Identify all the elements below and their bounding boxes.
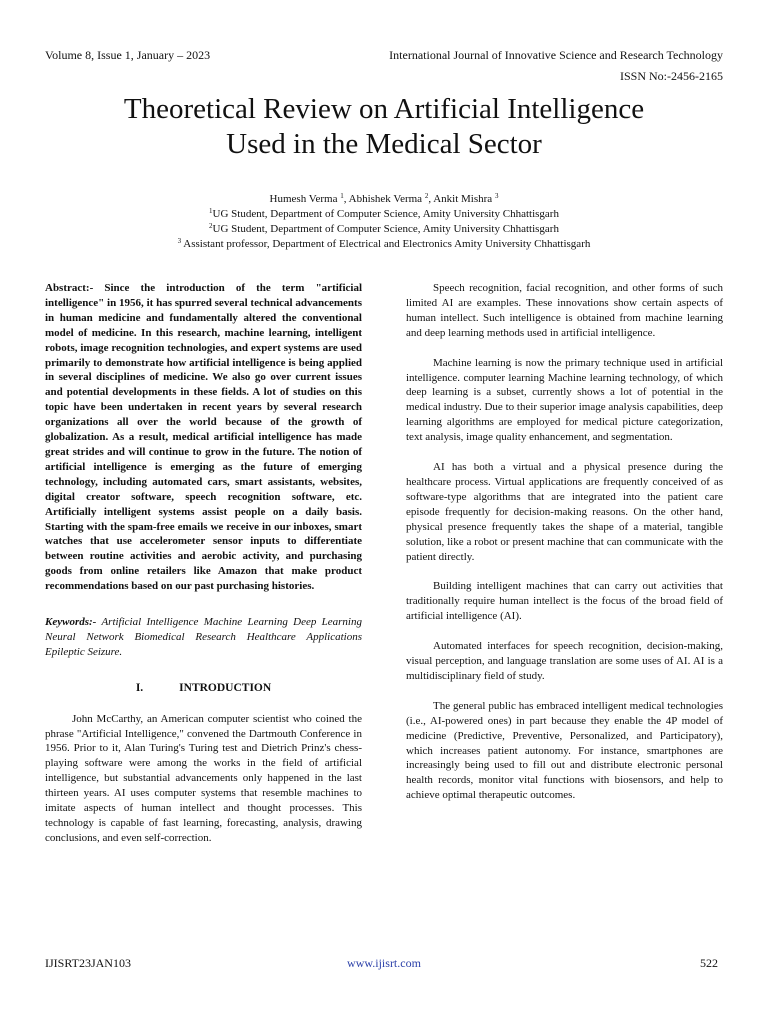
affiliation-3-mark: 3: [177, 237, 182, 245]
title-line-2: Used in the Medical Sector: [226, 128, 542, 160]
author-2: , Abhishek Verma: [343, 193, 425, 205]
author-3: , Ankit Mishra: [428, 193, 495, 205]
affiliation-2-mark: 2: [209, 222, 213, 230]
title-line-1: Theoretical Review on Artificial Intelligence: [123, 93, 645, 125]
paper-id: IJISRT23JAN103: [45, 956, 131, 970]
affiliation-3-text: Assistant professor, Department of Electrical and Electronics Amity University Chhattisgarh: [181, 238, 591, 250]
keywords-label: Keywords:-: [45, 616, 97, 629]
body-paragraph-2: Machine learning is now the primary technique used in artificial intelligence. computer learning Machine learning technology, of which deep learning is a subset, currently shows a lot of potential in the medical industry. Due to their superior image analysis capabilities, deep learning algorithms are employed for medical picture categorization, text analysis, image quality enhancement, and segmentation.: [406, 356, 723, 444]
issn: ISSN No:-2456-2165: [619, 69, 723, 83]
affiliation-2: [40, 222, 728, 237]
affiliation-3: [40, 237, 728, 252]
affiliation-1-text: UG Student, Department of Computer Science, Amity University Chhattisgarh: [212, 208, 559, 220]
affiliation-1-mark: 1: [209, 207, 213, 215]
page-number: 522: [700, 956, 718, 970]
section-title: INTRODUCTION: [179, 681, 272, 694]
author-2-mark: 2: [424, 192, 429, 200]
keywords-text: Artificial Intelligence Machine Learning Deep Learning Neural Network Biomedical Research Healthcare Applications Epileptic Seizure.: [45, 616, 362, 658]
intro-paragraph-1: John McCarthy, an American computer scientist who coined the phrase "Artificial Intelligence," convened the Dartmouth Conference in 1956. Prior to it, Alan Turing's Turing test and Dietrich Prinz's chess-playing software were among the works in the field of artificial intelligence, but substantial advancements only happened in the last thirteen years. AI uses computer systems that resemble machines to imitate aspects of human intellect and thought processes. This technology is capable of fast learning, forecasting, analysis, drawing conclusions, and even self-correction.: [45, 712, 362, 844]
author-1: Humesh Verma: [269, 193, 341, 205]
author-block: [40, 192, 728, 252]
paper-title: [60, 92, 708, 162]
journal-name: International Journal of Innovative Science and Research Technology: [389, 48, 723, 62]
left-column: [45, 281, 362, 861]
body-paragraph-6: The general public has embraced intelligent medical technologies (i.e., AI-powered ones) in part because they enable the 4P model of medicine (Predictive, Preventive, Personalized, and Participatory), which increases patient autonomy. For instance, smartphones are increasingly being used to fill out and distribute electronic personal health records, monitor vital functions with biosensors, and help to achieve optimal therapeutic outcomes.: [406, 699, 723, 802]
body-paragraph-4: Building intelligent machines that can carry out activities that traditionally require human intellect is the focus of the broad field of artificial intelligence (AI).: [406, 580, 723, 623]
abstract: Abstract:- Since the introduction of the term "artificial intelligence" in 1956, it has spurred several technical advancements in human medicine and fundamentally altered the conventional model of medicine. In this research, machine learning, intelligent robots, image recognition technologies, and expert systems are used primarily to demonstrate how artificial intelligence is being applied in several disciplines of medicine. We also go over current issues and potential developments in these fields. A lot of studies on this topic have been undertaken in recent years by several research organizations all over the world because of the growth of globalization. As a result, medical artificial intelligence has made great strides and will continue to grow in the future. The notion of artificial intelligence is emerging as the future of emerging technology, including automated cars, smart assistants, websites, digital creator software, speech recognition software, etc. Artificially intelligent systems assist people on a daily basis. Starting with the spam-free emails we receive in our inboxes, smart watches that use accelerometer sensor inputs to differentiate between routine activities and aerobic activity, and purchasing goods from online retailers like Amazon that make product recommendations based on our past purchasing histories.: [45, 282, 362, 593]
right-column: [406, 281, 723, 818]
author-1-mark: 1: [340, 192, 344, 200]
section-heading: [45, 681, 362, 696]
body-paragraph-3: AI has both a virtual and a physical presence during the healthcare process. Virtual applications are frequently conceived of as software-type algorithms that are integrated into the patient care episode frequently for decision-making reasons. On the other hand, physical presence frequently takes the shape of a material, tangible solution, like a robot or present machine that can communicate with the patient directly.: [406, 461, 723, 563]
affiliation-1: [40, 207, 728, 222]
affiliation-2-text: UG Student, Department of Computer Science, Amity University Chhattisgarh: [212, 223, 559, 235]
body-paragraph-5: Automated interfaces for speech recognition, decision-making, visual perception, and language translation are some uses of AI. AI is a multidisciplinary field of study.: [406, 640, 723, 682]
body-paragraph-1: Speech recognition, facial recognition, and other forms of such limited AI are examples. These innovations show certain aspects of human intellect. Such intelligence is obtained from machine learning and deep learning methods used in artificial intelligence.: [406, 282, 723, 339]
keywords: [45, 615, 362, 660]
author-names: [40, 192, 728, 207]
section-number: I.: [135, 681, 144, 694]
journal-link[interactable]: www.ijisrt.com: [347, 956, 421, 970]
volume-issue: Volume 8, Issue 1, January – 2023: [45, 48, 211, 62]
author-3-mark: 3: [494, 192, 499, 200]
